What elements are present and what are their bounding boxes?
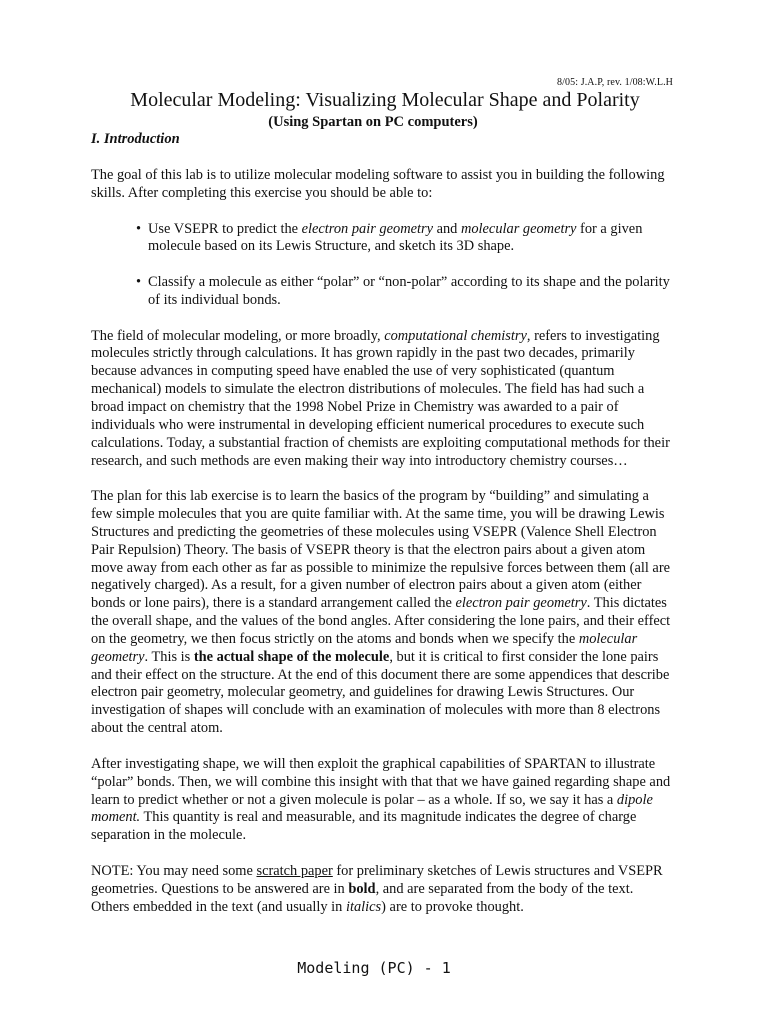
document-body bbox=[91, 167, 671, 934]
page-title: Molecular Modeling: Visualizing Molecular Shape and Polarity bbox=[130, 89, 640, 111]
paragraph-text: After investigating shape, we will then exploit the graphical capabilities of SPARTAN to illustrate “polar” bonds. Then, we will combine this insight with that that we have gained regarding shape and learn to predict whether or not a given molecule is polar – as a whole. If so, we say it has a bbox=[91, 755, 671, 808]
emphasis-bold: bold bbox=[348, 880, 376, 897]
bullet-text: Use VSEPR to predict the bbox=[148, 220, 302, 237]
paragraph-text: , and are separated from the body of the text. Others embedded in the text (and usually in bbox=[91, 880, 634, 915]
bullet-text: for a given molecule based on its Lewis Structure, and sketch its 3D shape. bbox=[148, 220, 643, 255]
emphasis-italics: italics bbox=[345, 898, 382, 915]
skills-list-item bbox=[136, 221, 671, 257]
paragraph-text: for preliminary sketches of Lewis structures and VSEPR geometries. Questions to be answered are in bbox=[91, 862, 663, 897]
paragraph-text: ) are to provoke thought. bbox=[381, 898, 524, 915]
page-subtitle: (Using Spartan on PC computers) bbox=[268, 114, 478, 130]
emphasis-actual-shape: the actual shape of the molecule bbox=[193, 648, 390, 665]
polarity-paragraph bbox=[91, 756, 671, 845]
paragraph-text: , but it is critical to first consider the lone pairs and their effect on the structure. At the end of this document there are some appendices that describe electron pair geometry, molecular geometry, and guidelines for drawing Lewis Structures. Our investigation of shapes will conclude with an examination of molecules with more than 8 electrons about the central atom. bbox=[91, 648, 670, 737]
term-molecular-geometry: molecular geometry bbox=[91, 630, 638, 665]
note-paragraph bbox=[91, 863, 671, 917]
bullet-text: Classify a molecule as either “polar” or “non-polar” according to its shape and the polarity of its individual bonds. bbox=[148, 274, 670, 308]
lab-plan-paragraph bbox=[91, 488, 671, 738]
term-molecular-geometry: molecular geometry bbox=[460, 220, 577, 237]
term-electron-pair-geometry: electron pair geometry bbox=[301, 220, 433, 237]
bullet-text: and bbox=[432, 220, 461, 237]
section-heading: I. Introduction bbox=[91, 131, 180, 147]
paragraph-text: , refers to investigating molecules strictly through calculations. It has grown rapidly in the past two decades, primarily because advances in computing speed have enabled the use of very sophisticated (quantum mechanical) models to simulate the electron distributions of molecules. The field has had such a broad impact on chemistry that the 1998 Nobel Prize in Chemistry was awarded to a pair of individuals who were instrumental in developing efficient numerical procedures to execute such calculations. Today, a substantial fraction of chemists are exploiting computational methods for their research, and such methods are even making their way into introductory chemistry courses… bbox=[91, 327, 670, 469]
skills-list bbox=[91, 221, 671, 310]
term-electron-pair-geometry: electron pair geometry bbox=[455, 595, 587, 612]
skills-list-item bbox=[136, 274, 671, 310]
paragraph-text: NOTE: You may need some bbox=[91, 862, 257, 879]
term-dipole-moment: dipole moment. bbox=[91, 791, 653, 826]
paragraph-text: . This is bbox=[144, 648, 194, 665]
term-computational-chemistry: computational chemistry bbox=[384, 327, 527, 344]
paragraph-text: The field of molecular modeling, or more broadly, bbox=[91, 327, 385, 344]
paragraph-text: The plan for this lab exercise is to learn the basics of the program by “building” and simulating a few simple molecules that you are quite familiar with. At the same time, you will be drawing Lewis Structures and predicting the geometries of these molecules using VSEPR (Valence Shell Electron Pair Repulsion) Theory. The basis of VSEPR theory is that the electron pairs about a given atom move away from each other as far as possible to minimize the repulsive forces between them (all are negatively charged). As a result, for a given number of electron pairs about a given atom (either bonds or lone pairs), there is a standard arrangement called the bbox=[91, 488, 670, 612]
underlined-scratch-paper: scratch paper bbox=[256, 862, 333, 879]
paragraph-text: This quantity is real and measurable, and its magnitude indicates the degree of charge separation in the molecule. bbox=[91, 809, 637, 844]
intro-paragraph: The goal of this lab is to utilize molecular modeling software to assist you in building the following skills. After completing this exercise you should be able to: bbox=[91, 167, 665, 201]
paragraph-text: . This dictates the overall shape, and the values of the bond angles. After considering the lone pairs, and their effect on the geometry, we then focus strictly on the atoms and bonds when we specify the bbox=[91, 595, 671, 647]
revision-note: 8/05: J.A.P, rev. 1/08:W.L.H bbox=[557, 77, 673, 88]
page-footer: Modeling (PC) - 1 bbox=[297, 959, 451, 977]
computational-chemistry-paragraph bbox=[91, 328, 671, 471]
